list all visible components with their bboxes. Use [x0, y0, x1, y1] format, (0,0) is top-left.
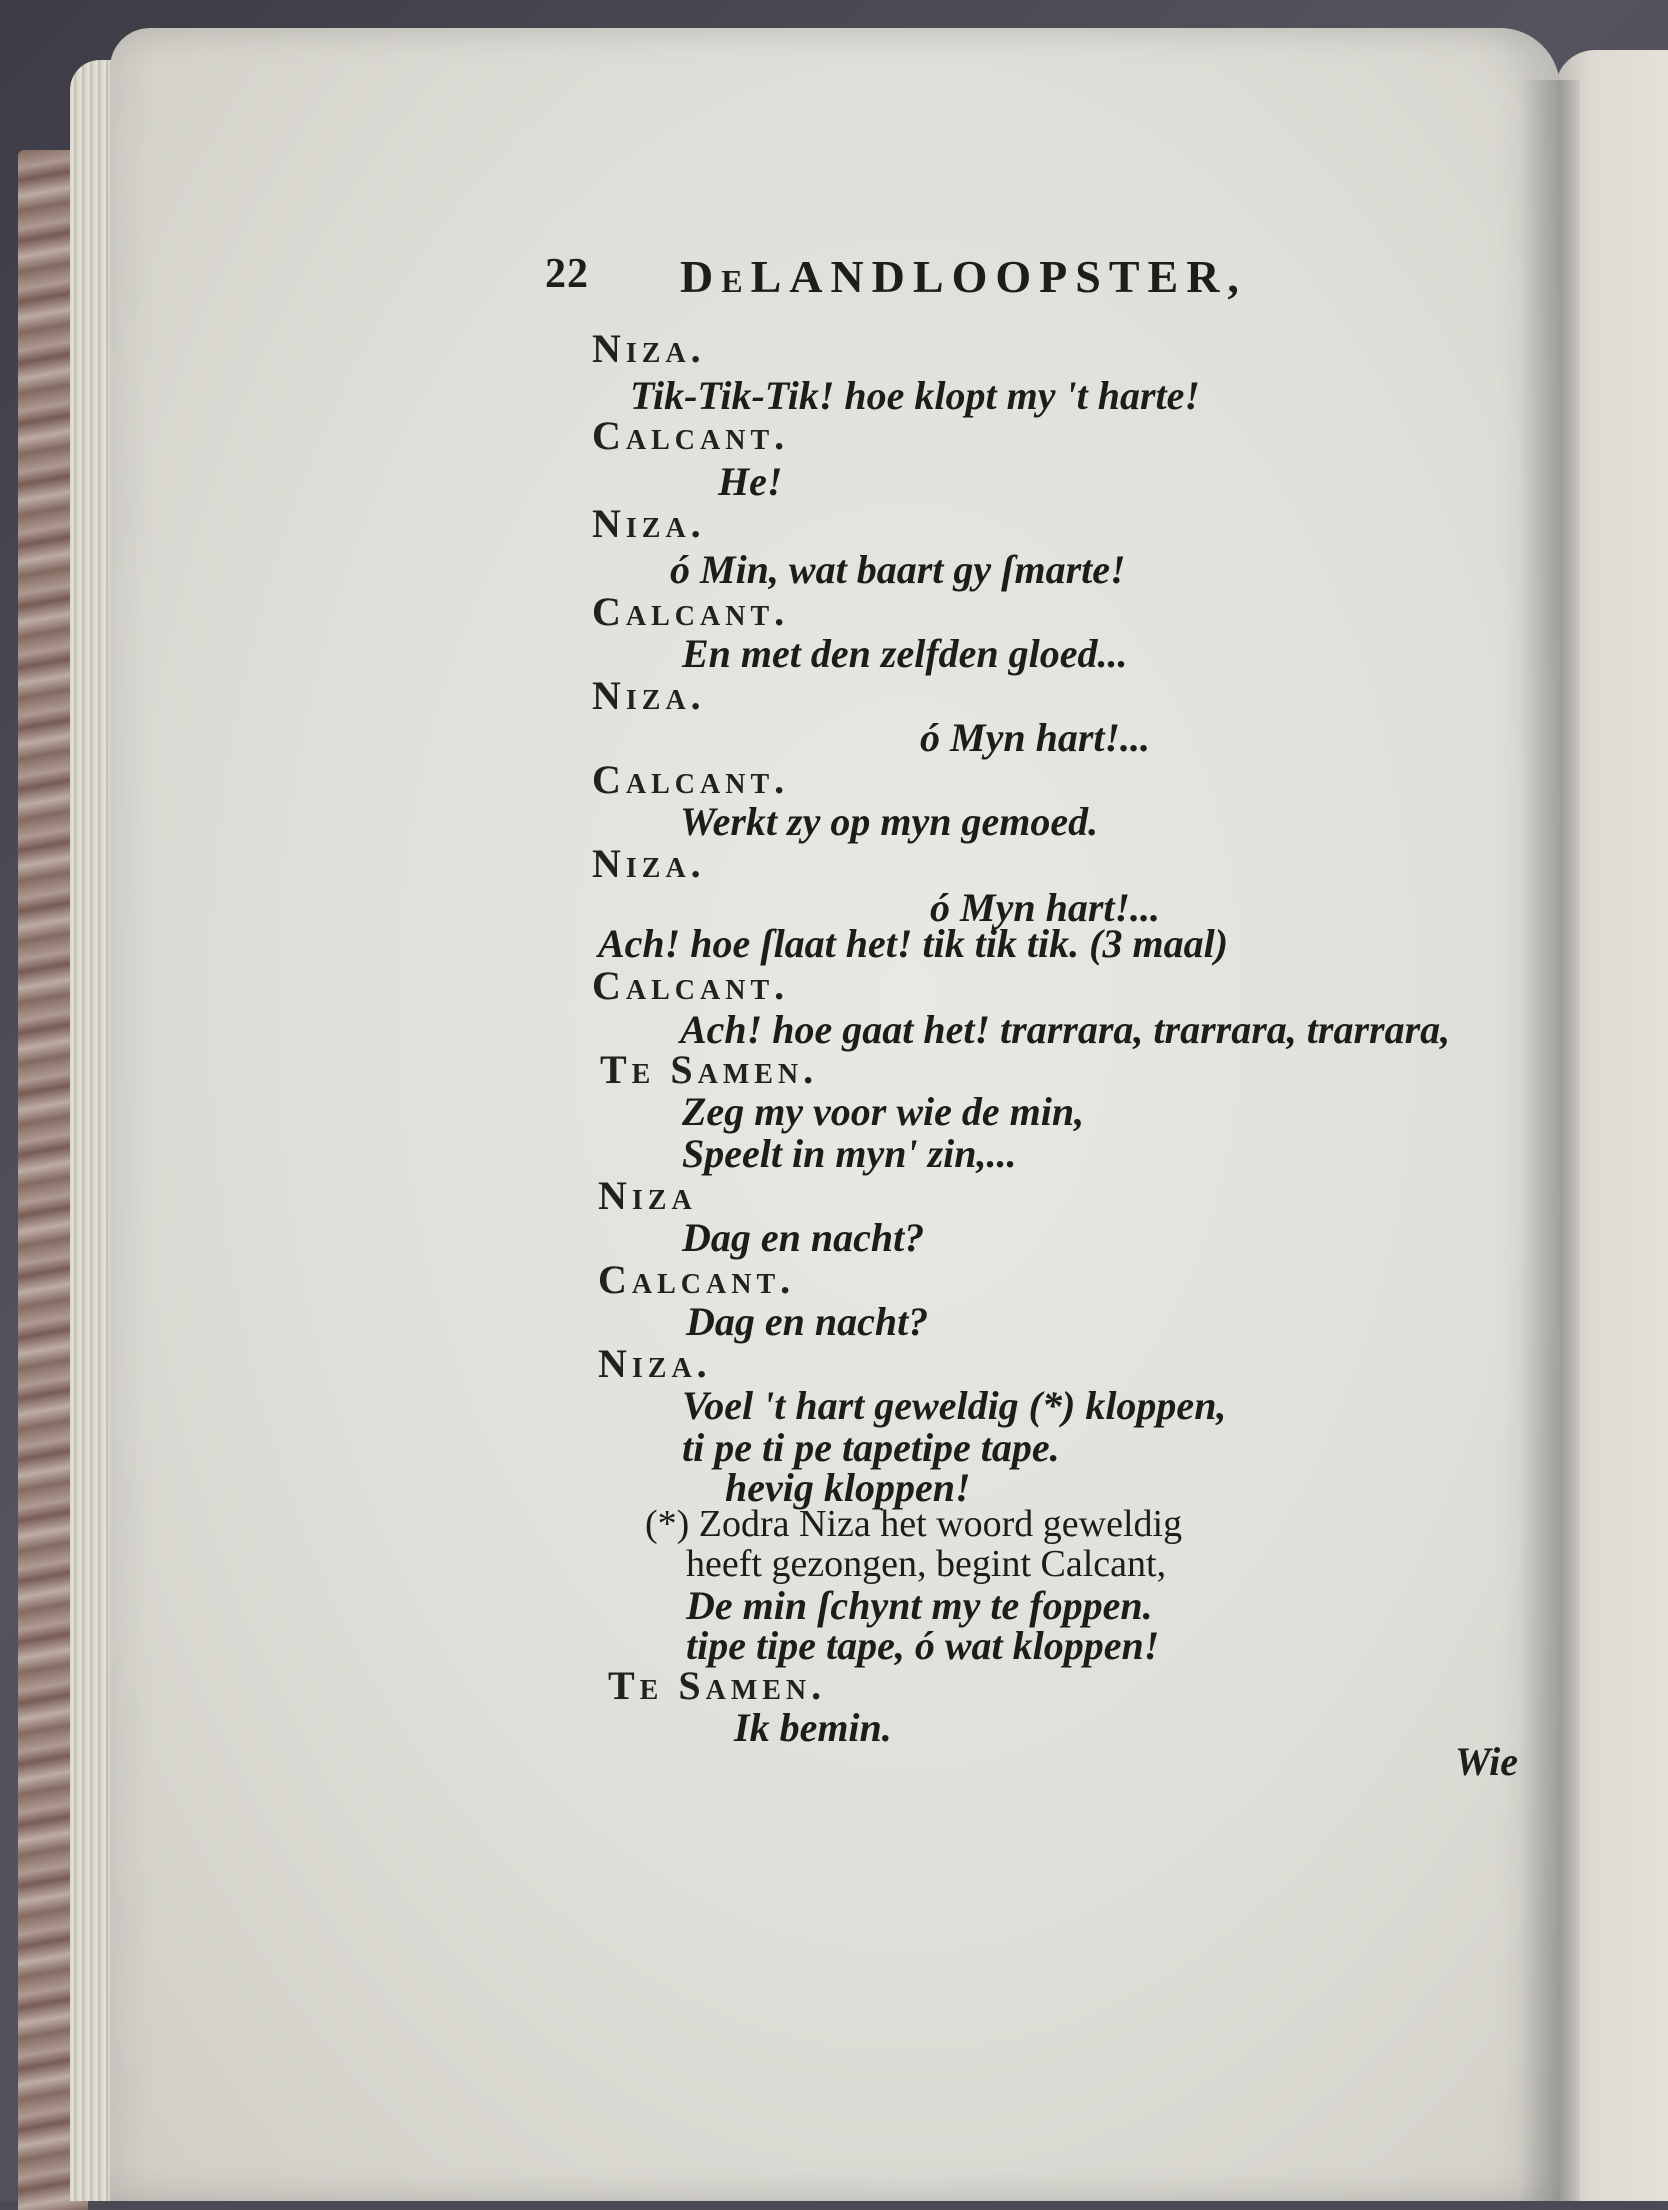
verse-line: Speelt in myn' zin,...: [682, 1131, 1017, 1176]
footnote-line: (*) Zodra Niza het woord geweldig: [645, 1503, 1183, 1545]
verse-line: Voel 't hart geweldig (*) kloppen,: [682, 1383, 1227, 1428]
verse-line: Ach! hoe ſlaat het! tik tik tik. (3 maal): [598, 921, 1229, 966]
speaker-label: Calcant.: [592, 413, 790, 458]
speaker-label: Niza.: [592, 326, 706, 371]
verse-line: Dag en nacht?: [686, 1299, 929, 1344]
verse-line: ti pe ti pe tapetipe tape.: [682, 1425, 1060, 1470]
verse-line: Ach! hoe gaat het! trarrara, trarrara, trarrara,: [680, 1007, 1451, 1052]
verse-line: Tik-Tik-Tik! hoe klopt my 't harte!: [630, 373, 1200, 418]
speaker-label: Te Samen.: [600, 1047, 819, 1092]
speaker-label: Niza.: [592, 673, 706, 718]
verse-line: ó Min, wat baart gy ſmarte!: [670, 547, 1126, 592]
speaker-label: Niza.: [598, 1341, 712, 1386]
verse-line: Werkt zy op myn gemoed.: [680, 799, 1099, 844]
verse-line: ó Myn hart!...: [930, 885, 1161, 930]
verse-line: Ik bemin.: [734, 1705, 892, 1750]
speaker-label: Niza.: [592, 501, 706, 546]
verse-line: Dag en nacht?: [682, 1215, 925, 1260]
verse-line: tipe tipe tape, ó wat kloppen!: [686, 1623, 1160, 1668]
page-number: 22: [545, 251, 589, 297]
speaker-label: Te Samen.: [608, 1663, 827, 1708]
footnote-line: heeft gezongen, begint Calcant,: [686, 1543, 1167, 1585]
running-head: DeLANDLOOPSTER,: [680, 251, 1247, 302]
speaker-label: Niza.: [592, 841, 706, 886]
catchword: Wie: [1455, 1739, 1518, 1784]
verse-line: De min ſchynt my te foppen.: [686, 1583, 1153, 1628]
verse-line: ó Myn hart!...: [920, 715, 1151, 760]
speaker-label: Calcant.: [592, 963, 790, 1008]
speaker-label: Calcant.: [592, 589, 790, 634]
speaker-label: Calcant.: [598, 1257, 796, 1302]
verse-line: He!: [718, 459, 783, 504]
verse-line: En met den zelfden gloed...: [682, 631, 1128, 676]
verse-line: hevig kloppen!: [725, 1465, 971, 1510]
speaker-label: Calcant.: [592, 757, 790, 802]
verse-line: Zeg my voor wie de min,: [682, 1089, 1085, 1134]
speaker-label: Niza: [598, 1173, 697, 1218]
